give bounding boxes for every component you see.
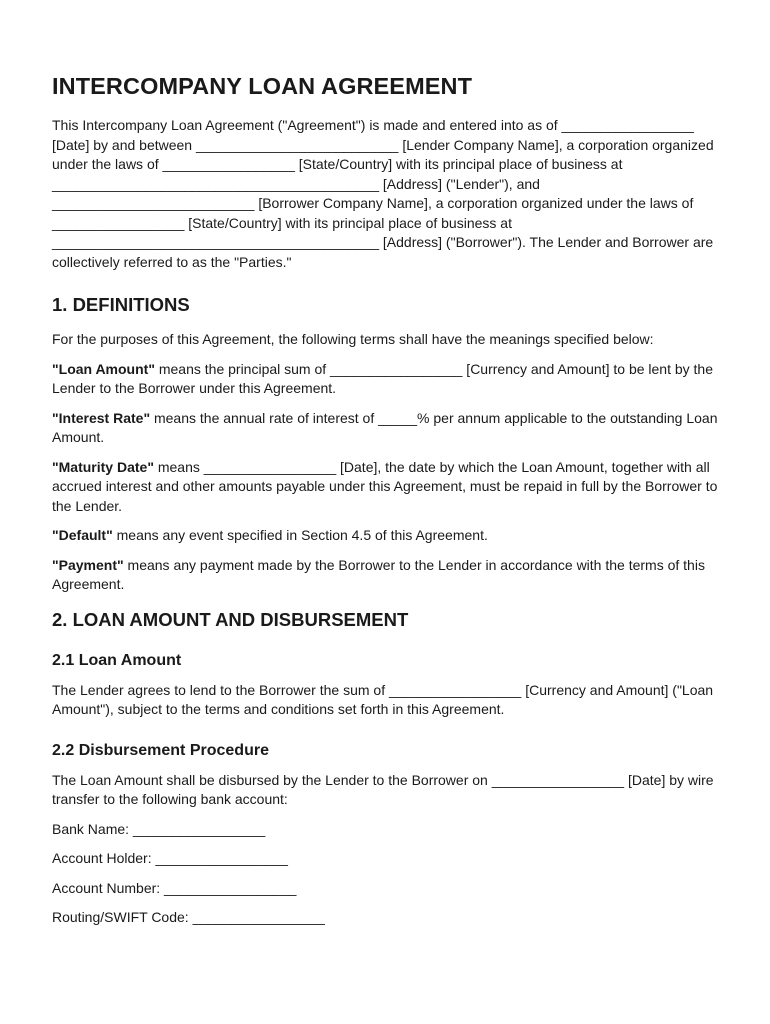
section-1-heading: 1. DEFINITIONS [52, 294, 190, 315]
definition-text: means any event specified in Section 4.5 of this Agreement. [112, 527, 488, 543]
definition-payment [52, 556, 722, 595]
subsection-2-1-heading: 2.1 Loan Amount [52, 651, 182, 669]
routing-swift-field: Routing/SWIFT Code: _________________ [52, 909, 325, 925]
document-page [52, 72, 722, 938]
definition-text: means the annual rate of interest of _____% per annum applicable to the outstanding Loan Amount. [52, 409, 718, 445]
account-holder-field: Account Holder: _________________ [52, 850, 288, 866]
definition-term: "Maturity Date" [52, 458, 154, 475]
definition-text: means _________________ [Date], the date by which the Loan Amount, together with all accrued interest and other amounts payable under this Agreement, must be repaid in full by the Borrower to the Lender. [52, 458, 718, 514]
subsection-2-2-heading: 2.2 Disbursement Procedure [52, 741, 269, 759]
definition-term: "Default" [52, 527, 113, 543]
definition-maturity-date [52, 458, 722, 517]
definition-term: "Loan Amount" [52, 360, 155, 377]
document-title: INTERCOMPANY LOAN AGREEMENT [52, 73, 473, 99]
intro-paragraph: This Intercompany Loan Agreement ("Agreement") is made and entered into as of _________________ [Date] by and between __________________________ [Lender Company Name], a corporation organized under the laws of _________________ [State/Country] with its principal place of business at __________________________________________ [Address] ("Lender"), and __________________________ [Borrower Company Name], a corporation organized under the laws of _________________ [State/Country] with its principal place of business at __________________________________________ [Address] ("Borrower"). The Lender and Borrower are collectively referred to as the "Parties." [52, 117, 714, 270]
subsection-2-1-text: The Lender agrees to lend to the Borrower the sum of _________________ [Currency and Amount] ("Loan Amount"), subject to the terms and conditions set forth in this Agreement. [52, 681, 714, 717]
section-2-heading: 2. LOAN AMOUNT AND DISBURSEMENT [52, 608, 409, 630]
bank-name-field: Bank Name: _________________ [52, 820, 266, 837]
definition-default [52, 526, 722, 546]
definition-text: means any payment made by the Borrower to the Lender in accordance with the terms of this Agreement. [52, 556, 705, 592]
account-number-field: Account Number: _________________ [52, 879, 297, 896]
definition-text: means the principal sum of _________________ [Currency and Amount] to be lent by the Lender to the Borrower under this Agreement. [52, 360, 714, 396]
definition-loan-amount [52, 360, 722, 399]
subsection-2-2-text: The Loan Amount shall be disbursed by the Lender to the Borrower on _________________ [Date] by wire transfer to the following bank account: [52, 771, 714, 807]
definition-interest-rate [52, 409, 722, 448]
definition-term: "Interest Rate" [52, 409, 151, 426]
definition-term: "Payment" [52, 556, 124, 573]
definitions-lead: For the purposes of this Agreement, the following terms shall have the meanings specified below: [52, 331, 654, 347]
